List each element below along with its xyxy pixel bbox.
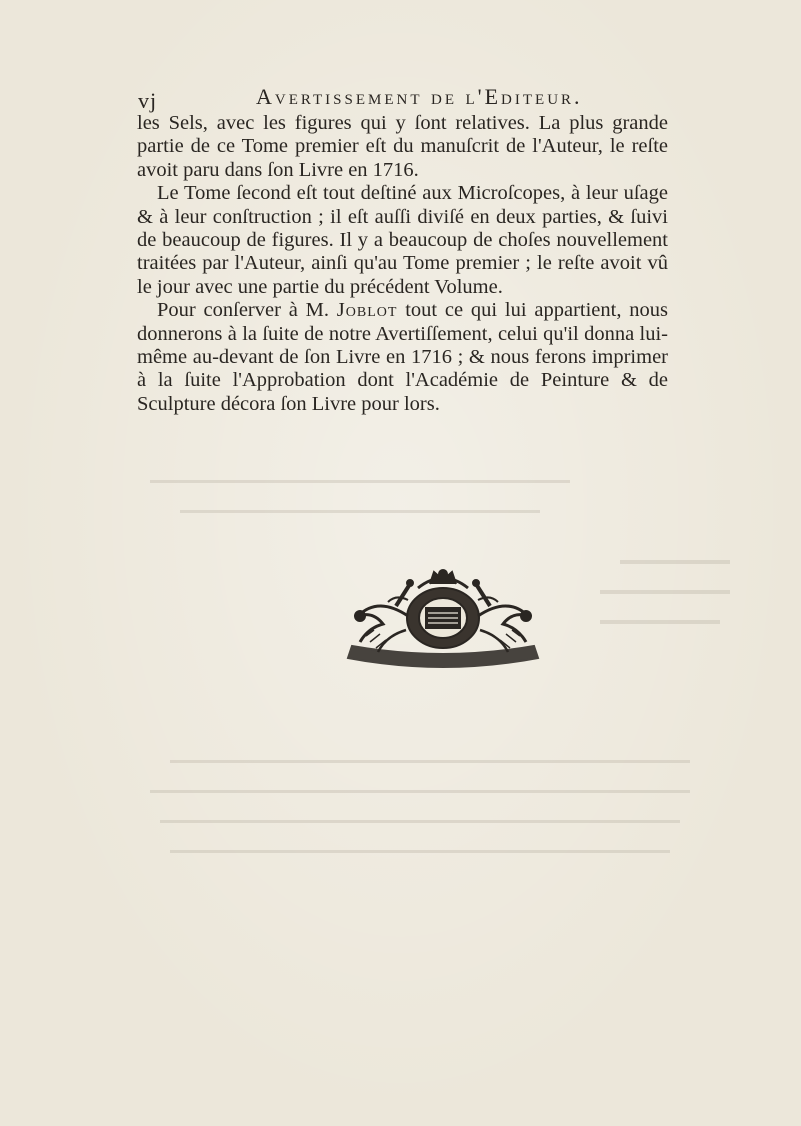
paragraph-3-rest: tout ce qui lui appartient, nous donnerons à la ſuite de notre Avertiſſement, celui qu'il donna lui-même au-devant de ſon Livre en 1716 ; & nous ferons imprimer à la ſuite l'Approbation dont l'Académie de Peinture & de Sculpture décora ſon Livre pour lors. xyxy=(137,299,668,415)
paragraph-3 xyxy=(137,299,668,416)
running-title: Avertissement de l'Editeur. xyxy=(256,84,583,109)
page-number: vj xyxy=(138,88,158,113)
page-header xyxy=(138,84,668,114)
paragraph-1: les Sels, avec les figures qui y ſont relatives. La plus grande partie de ce Tome premier eſt du manuſcrit de l'Auteur, le reſte avoit paru dans ſon Livre en 1716. xyxy=(137,112,668,181)
author-name: Joblot xyxy=(336,299,398,322)
fleuron-vignette-icon xyxy=(338,566,548,674)
body-text xyxy=(137,112,668,416)
paragraph-2: Le Tome ſecond eſt tout deſtiné aux Microſcopes, à leur uſage & à leur conſtruction ; il eſt auſſi diviſé en deux parties, & ſuivi de beaucoup de figures. Il y a beaucoup de choſes nouvellement traitées par l'Auteur, ainſi qu'au Tome premier ; le reſte avoit vû le jour avec une partie du précédent Volume. xyxy=(137,182,668,298)
paragraph-3-lead: Pour conſerver à M. xyxy=(157,299,337,322)
